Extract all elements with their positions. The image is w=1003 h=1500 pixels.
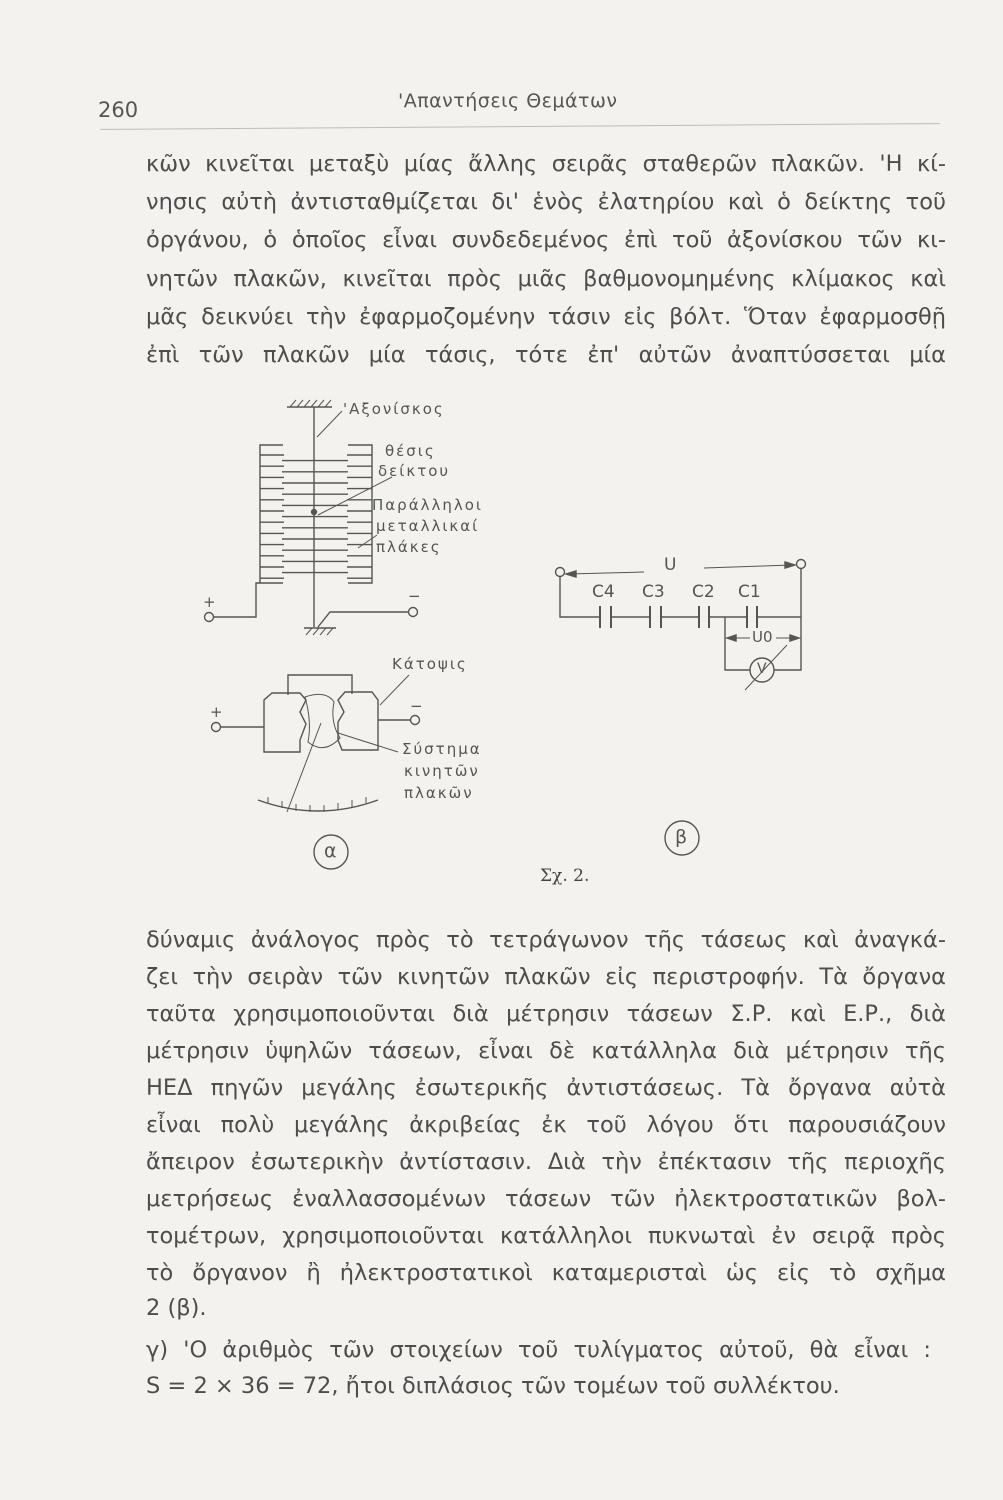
running-title: 'Απαντήσεις Θεμάτων xyxy=(398,90,618,112)
label-plates: μεταλλικαί xyxy=(376,517,480,535)
text-line: δύναμις ἀνάλογος πρὸς τὸ τετράγωνον τῆς τάσεως καὶ ἀναγκά- xyxy=(146,927,946,953)
label-plates: πλάκες xyxy=(376,538,442,556)
electrostatic-voltmeter-plan-view xyxy=(212,675,420,869)
label-C2: C2 xyxy=(692,582,715,602)
text-line: γ) 'Ο ἀριθμὸς τῶν στοιχείων τοῦ τυλίγματος αὐτοῦ, θὰ εἶναι : xyxy=(146,1337,931,1363)
text-line: μετρήσεως ἐναλλασσομένων τάσεων τῶν ἠλεκτροστατικῶν βολ- xyxy=(146,1186,946,1212)
text-line: ἄπειρον ἐσωτερικὴν ἀντίστασιν. Διὰ τὴν ἐπέκτασιν τῆς περιοχῆς xyxy=(146,1149,946,1175)
label-moving-plates: Σύστημα xyxy=(402,740,482,758)
label-C1: C1 xyxy=(738,582,761,602)
label-moving-plates: πλακῶν xyxy=(404,784,474,802)
text-line: κῶν κινεῖται μεταξὺ μίας ἄλλης σειρᾶς σταθερῶν πλακῶν. 'Η κί- xyxy=(146,151,946,177)
label-axle: 'Αξονίσκος xyxy=(343,400,445,418)
label-plates: Παράλληλοι xyxy=(372,496,483,514)
text-line: ζει τὴν σειρὰν τῶν κινητῶν πλακῶν εἰς περιστροφήν. Τὰ ὄργανα xyxy=(146,964,946,990)
label-U: U xyxy=(664,555,677,575)
capacitive-divider-circuit xyxy=(556,560,806,856)
text-line: ὀργάνου, ὁ ὁποῖος εἶναι συνδεδεμένος ἐπὶ τοῦ ἀξονίσκου τῶν κι- xyxy=(146,227,946,253)
text-line: S = 2 × 36 = 72, ἤτοι διπλάσιος τῶν τομέων τοῦ συλλέκτου. xyxy=(146,1373,840,1399)
plus-sign: + xyxy=(203,593,218,611)
page-number: 260 xyxy=(98,98,139,122)
text-line: μέτρησιν ὑψηλῶν τάσεων, εἶναι δὲ κατάλληλα διὰ μέτρησιν τῆς xyxy=(146,1038,946,1064)
text-line: νησις αὐτὴ ἀντισταθμίζεται δι' ἑνὸς ἐλατηρίου καὶ ὁ δείκτης τοῦ xyxy=(146,189,946,215)
text-line: ἐπὶ τῶν πλακῶν μία τάσις, τότε ἐπ' αὐτῶν ἀναπτύσσεται μία xyxy=(146,342,946,368)
label-U0: U0 xyxy=(752,628,773,646)
minus-sign: − xyxy=(410,697,425,715)
label-moving-plates: κινητῶν xyxy=(404,762,480,780)
text-line: 2 (β). xyxy=(146,1295,207,1321)
text-line: ταῦτα χρησιμοποιοῦνται διὰ μέτρησιν τάσεων Σ.Ρ. καὶ Ε.Ρ., διὰ xyxy=(146,1001,946,1027)
minus-sign: − xyxy=(408,587,423,605)
text-line: ΗΕΔ πηγῶν μεγάλης ἐσωτερικῆς ἀντιστάσεως. Τὰ ὄργανα αὐτὰ xyxy=(146,1075,946,1101)
label-C3: C3 xyxy=(642,582,665,602)
text-line: νητῶν πλακῶν, κινεῖται πρὸς μιᾶς βαθμονομημένης κλίμακος καὶ xyxy=(146,266,946,292)
label-pointer-position: θέσις xyxy=(385,442,436,460)
figure-caption: Σχ. 2. xyxy=(540,866,590,886)
marker-b: β xyxy=(675,826,688,848)
label-C4: C4 xyxy=(592,582,615,602)
text-line: τομέτρων, χρησιμοποιοῦνται κατάλληλοι πυκνωταὶ ἐν σειρᾷ πρὸς xyxy=(146,1223,946,1249)
marker-a: α xyxy=(324,840,337,862)
text-line: μᾶς δεικνύει τὴν ἐφαρμοζομένην τάσιν εἰς βόλτ. Ὅταν ἐφαρμοσθῇ xyxy=(146,304,946,330)
text-line: τὸ ὄργανον ἢ ἠλεκτροστατικοὶ καταμερισταὶ ὡς εἰς τὸ σχῆμα xyxy=(146,1260,946,1286)
plus-sign: + xyxy=(210,703,225,721)
voltmeter-label: V xyxy=(757,661,767,677)
label-plan-view: Κάτοψις xyxy=(392,655,468,673)
label-pointer-position: δείκτου xyxy=(378,462,451,480)
text-line: εἶναι πολὺ μεγάλης ἀκριβείας ἐκ τοῦ λόγου ὅτι παρουσιάζουν xyxy=(146,1112,946,1138)
